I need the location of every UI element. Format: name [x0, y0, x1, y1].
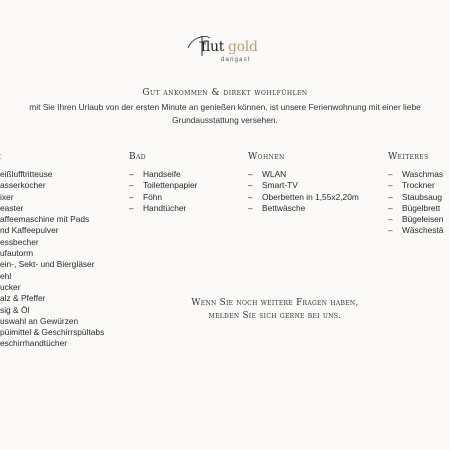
list-item [0, 305, 104, 316]
column-weiteres [388, 152, 443, 237]
logo [184, 30, 264, 70]
list-item-label: ixer [0, 191, 14, 202]
list-item-label: Staubsaug [402, 191, 443, 202]
list-item [388, 192, 443, 203]
list-item [0, 192, 104, 203]
list-item [0, 293, 104, 304]
list-item [0, 180, 104, 191]
list-item [0, 327, 104, 338]
page-title: Gut ankommen & direkt wohlfühlen [142, 88, 308, 98]
closing-text [180, 297, 370, 323]
intro-line: mit Sie Ihren Urlaub von der ersten Minute an genießen können, ist unsere Ferienwohnung mit einer liebe [29, 102, 421, 112]
list-item [129, 203, 197, 214]
list-item-label: nd Kaffeepulver [0, 225, 59, 236]
dash-icon: – [388, 202, 393, 213]
list-item [129, 169, 197, 180]
list-item [248, 180, 359, 191]
closing-line: melden Sie sich gerne bei uns. [208, 311, 342, 321]
list-item-label: ucker [0, 281, 21, 292]
list-item-label: eschirrhandtücher [0, 338, 68, 349]
logo-word-gold: gold [228, 39, 258, 55]
list-item-label: Föhn [143, 191, 163, 202]
list-item-label: püimittel & Geschirrspültabs [0, 327, 105, 338]
intro-text [0, 101, 450, 127]
list-item-label: Smart-TV [262, 180, 298, 191]
dash-icon: – [248, 169, 253, 179]
item-list [129, 169, 197, 214]
item-list [248, 169, 359, 214]
list-item [0, 214, 104, 225]
column-kueche [0, 152, 104, 350]
dash-icon: – [248, 180, 253, 191]
list-item-label: WLAN [262, 169, 287, 179]
list-item-label: Handseife [143, 169, 181, 179]
dash-icon: – [388, 169, 393, 179]
column-bad [129, 152, 197, 214]
dash-icon: – [129, 191, 134, 202]
dash-icon: – [248, 191, 253, 202]
column-wohnen [248, 152, 359, 214]
list-item-label: ufautorm [0, 248, 34, 259]
list-item-label: Bügelbrett [402, 202, 441, 213]
dash-icon: – [129, 180, 134, 191]
list-item-label: eißlufftritteuse [0, 169, 53, 179]
list-item [0, 237, 104, 248]
list-item [0, 282, 104, 293]
list-item [0, 248, 104, 259]
list-item-label: ein-, Sekt- und Biergläser [0, 259, 95, 270]
list-item-label: Bettwäsche [262, 202, 306, 213]
dash-icon: – [248, 202, 253, 213]
list-item [0, 338, 104, 349]
list-item-label: sig & Öl [0, 304, 30, 315]
column-heading: Wohnen [248, 152, 285, 162]
closing-line: Wenn Sie noch weitere Fragen haben, [191, 298, 359, 308]
list-item-label: easter [0, 202, 24, 213]
item-list [0, 169, 104, 350]
list-item-label: essbecher [0, 236, 39, 247]
list-item [0, 203, 104, 214]
list-item-label: Trockner [402, 180, 435, 191]
column-heading: Weiteres [388, 152, 429, 162]
list-item [248, 203, 359, 214]
list-item-label: Handtücher [143, 202, 187, 213]
logo-subtitle: dangast [221, 57, 251, 63]
list-item-label: uswahl an Gewürzen [0, 315, 79, 326]
list-item [0, 271, 104, 282]
list-item-label: Waschmas [402, 169, 444, 179]
dash-icon: – [129, 169, 134, 179]
dash-icon: – [129, 202, 134, 213]
list-item-label: Oberbetten in 1,55x2,20m [262, 191, 359, 202]
list-item [0, 169, 104, 180]
list-item [129, 192, 197, 203]
list-item-label: ehl [0, 270, 12, 281]
list-item-label: Bügeleisen [402, 214, 444, 225]
list-item [388, 214, 443, 225]
list-item [388, 203, 443, 214]
item-list [388, 169, 443, 237]
list-item [129, 180, 197, 191]
column-heading [0, 152, 104, 163]
dash-icon: – [388, 225, 393, 236]
list-item [248, 192, 359, 203]
dash-icon: – [388, 214, 393, 225]
list-item [388, 225, 443, 236]
logo-word-flut: flut [201, 39, 225, 55]
list-item [0, 225, 104, 236]
intro-line: Grundausstattung versehen. [172, 115, 278, 125]
list-item [388, 180, 443, 191]
list-item-label: alz & Pfeffer [0, 293, 46, 304]
column-heading: Bad [129, 152, 146, 162]
list-item [0, 316, 104, 327]
list-item [388, 169, 443, 180]
list-item-label: affeemaschine mit Pads [0, 214, 90, 225]
list-item [0, 259, 104, 270]
list-item-label: Toilettenpapier [143, 180, 198, 191]
list-item-label: asserkocher [0, 180, 46, 191]
dash-icon: – [388, 180, 393, 191]
list-item [248, 169, 359, 180]
dash-icon: – [388, 191, 393, 202]
list-item-label: Wäschestä [402, 225, 444, 236]
